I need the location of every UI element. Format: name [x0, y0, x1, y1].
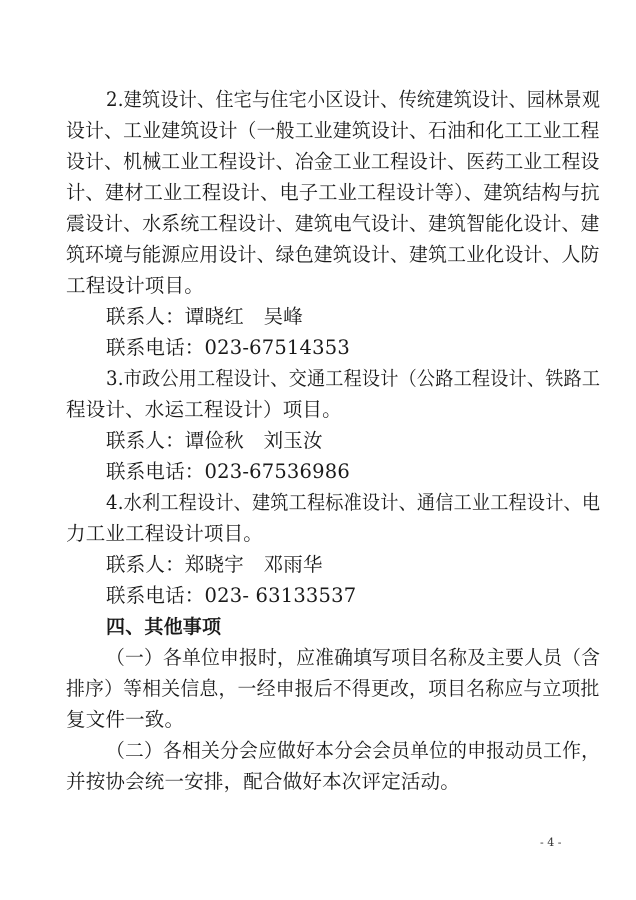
section3-line-1: 3.市政公用工程设计、交通工程设计（公路工程设计、铁路工	[106, 367, 601, 390]
section3-line-2: 程设计、水运工程设计）项目。	[66, 398, 342, 421]
section4-line-2: 力工业工程设计项目。	[66, 522, 264, 545]
section2-contact-person: 联系人：谭晓红 吴峰	[106, 305, 304, 328]
page-number: - 4 -	[540, 836, 562, 849]
other-item1-line-2: 排序）等相关信息，一经申报后不得更改，项目名称应与立项批	[66, 677, 600, 700]
section2-line-2: 设计、工业建筑设计（一般工业建筑设计、石油和化工工业工程	[66, 119, 600, 142]
section2-line-5: 震设计、水系统工程设计、建筑电气设计、建筑智能化设计、建	[66, 212, 600, 235]
section2-contact-phone: 联系电话：023-67514353	[106, 336, 350, 359]
section3-contact-phone: 联系电话：023-67536986	[106, 460, 350, 483]
section2-line-4: 计、建材工业工程设计、电子工业工程设计等）、建筑结构与抗	[66, 181, 600, 204]
other-item1-line-3: 复文件一致。	[66, 708, 185, 731]
section3-contact-person: 联系人：谭俭秋 刘玉汝	[106, 429, 323, 452]
section2-line-7: 工程设计项目。	[66, 274, 204, 297]
other-item1-line-1: （一）各单位申报时，应准确填写项目名称及主要人员（含	[106, 646, 601, 669]
section4-contact-phone: 联系电话：023- 63133537	[106, 584, 357, 607]
section4-line-1: 4.水利工程设计、建筑工程标准设计、通信工业工程设计、电	[106, 491, 601, 514]
section2-line-1: 2.建筑设计、住宅与住宅小区设计、传统建筑设计、园林景观	[106, 88, 601, 111]
other-matters-heading: 四、其他事项	[106, 616, 222, 638]
section2-line-3: 设计、机械工业工程设计、冶金工业工程设计、医药工业工程设	[66, 150, 600, 173]
other-item2-line-2: 并按协会统一安排，配合做好本次评定活动。	[66, 770, 461, 793]
section2-line-6: 筑环境与能源应用设计、绿色建筑设计、建筑工业化设计、人防	[66, 243, 600, 266]
other-item2-line-1: （二）各相关分会应做好本分会会员单位的申报动员工作，	[106, 739, 601, 762]
section4-contact-person: 联系人：郑晓宇 邓雨华	[106, 553, 323, 576]
